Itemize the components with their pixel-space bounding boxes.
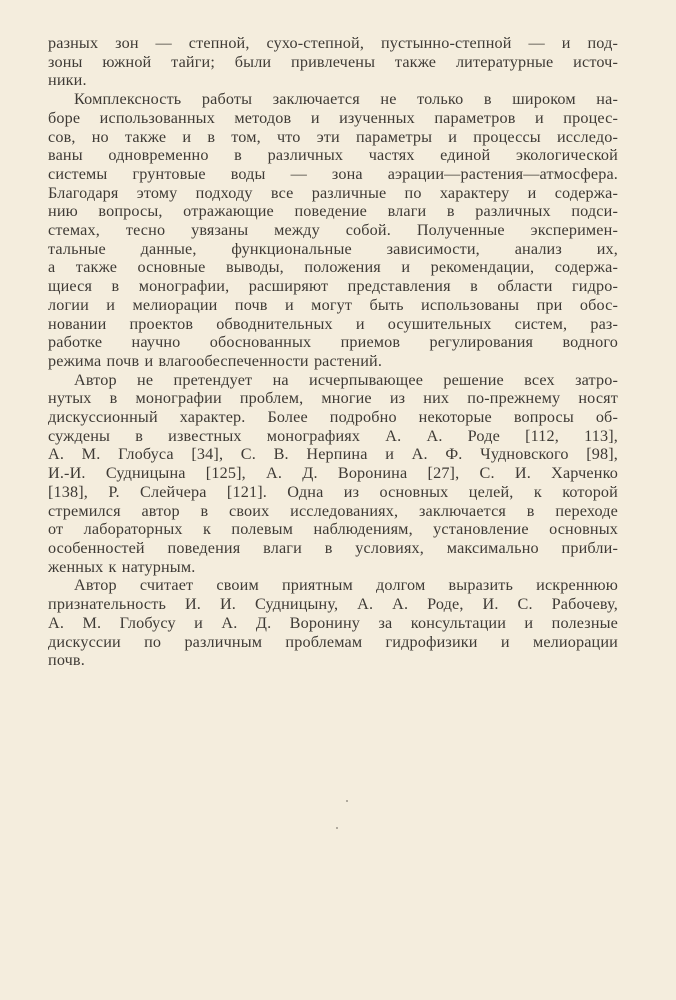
text-line: от лабораторных к полевым наблюдениям, установление основных: [48, 520, 618, 539]
text-line: тальные данные, функциональные зависимости, анализ их,: [48, 239, 618, 258]
text-line: режима почв и влагообеспеченности растений.: [48, 351, 383, 370]
page-speck: [336, 827, 338, 829]
text-line: дискуссионный характер. Более подробно некоторые вопросы об-: [48, 408, 618, 427]
text-line: [138], Р. Слейчера [121]. Одна из основных целей, к которой: [48, 482, 618, 501]
text-line: Комплексность работы заключается не только в широком на-: [74, 90, 618, 109]
text-line: ники.: [48, 71, 87, 90]
text-line: особенностей поведения влаги в условиях, максимально прибли-: [48, 538, 618, 557]
text-line: боре использованных методов и изученных параметров и процес-: [48, 108, 618, 127]
text-line: стремился автор в своих исследованиях, заключается в переходе: [48, 501, 618, 520]
page-speck: [346, 800, 348, 802]
text-line: нутых в монографии проблем, многие из них по-прежнему носят: [48, 389, 618, 408]
text-line: ваны одновременно в различных частях единой экологической: [48, 146, 618, 165]
text-line: новании проектов обводнительных и осушительных систем, раз-: [48, 314, 618, 333]
text-line: признательность И. И. Судницыну, А. А. Роде, И. С. Рабочеву,: [48, 595, 618, 614]
text-line: А. М. Глобусу и А. Д. Воронину за консультации и полезные: [48, 613, 618, 632]
text-line: И.-И. Судницына [125], А. Д. Воронина [27], С. И. Харченко: [48, 464, 618, 483]
text-line: сов, но также и в том, что эти параметры и процессы исследо-: [48, 127, 618, 146]
paragraph-2: [48, 90, 618, 371]
paragraph-3: [48, 371, 618, 577]
text-line: зоны южной тайги; были привлечены также литературные источ-: [48, 52, 618, 71]
text-line: логии и мелиорации почв и могут быть использованы при обос-: [48, 295, 618, 314]
text-line: разных зон — степной, сухо-степной, пустынно-степной — и под-: [48, 34, 618, 52]
text-line: дискуссии по различным проблемам гидрофизики и мелиорации: [48, 632, 618, 651]
text-line: Автор не претендует на исчерпывающее решение всех затро-: [74, 370, 618, 389]
paragraph-4: [48, 576, 618, 670]
text-line: А. М. Глобуса [34], С. В. Нерпина и А. Ф. Чудновского [98],: [48, 445, 618, 464]
text-line: Автор считает своим приятным долгом выразить искреннюю: [74, 576, 618, 595]
text-line: стемах, тесно увязаны между собой. Полученные эксперимен-: [48, 221, 618, 240]
text-line: а также основные выводы, положения и рекомендации, содержа-: [48, 258, 618, 277]
page-text: [48, 34, 618, 670]
paragraph-1: [48, 34, 618, 90]
text-line: работке научно обоснованных приемов регулирования водного: [48, 333, 618, 352]
text-line: щиеся в монографии, расширяют представления в области гидро-: [48, 277, 618, 296]
text-line: суждены в известных монографиях А. А. Роде [112, 113],: [48, 426, 618, 445]
text-line: почв.: [48, 651, 85, 670]
text-line: женных к натурным.: [48, 557, 196, 576]
text-line: нию вопросы, отражающие поведение влаги в различных подси-: [48, 202, 618, 221]
text-line: системы грунтовые воды — зона аэрации—растения—атмосфера.: [48, 164, 618, 183]
text-line: Благодаря этому подходу все различные по характеру и содержа-: [48, 183, 618, 202]
